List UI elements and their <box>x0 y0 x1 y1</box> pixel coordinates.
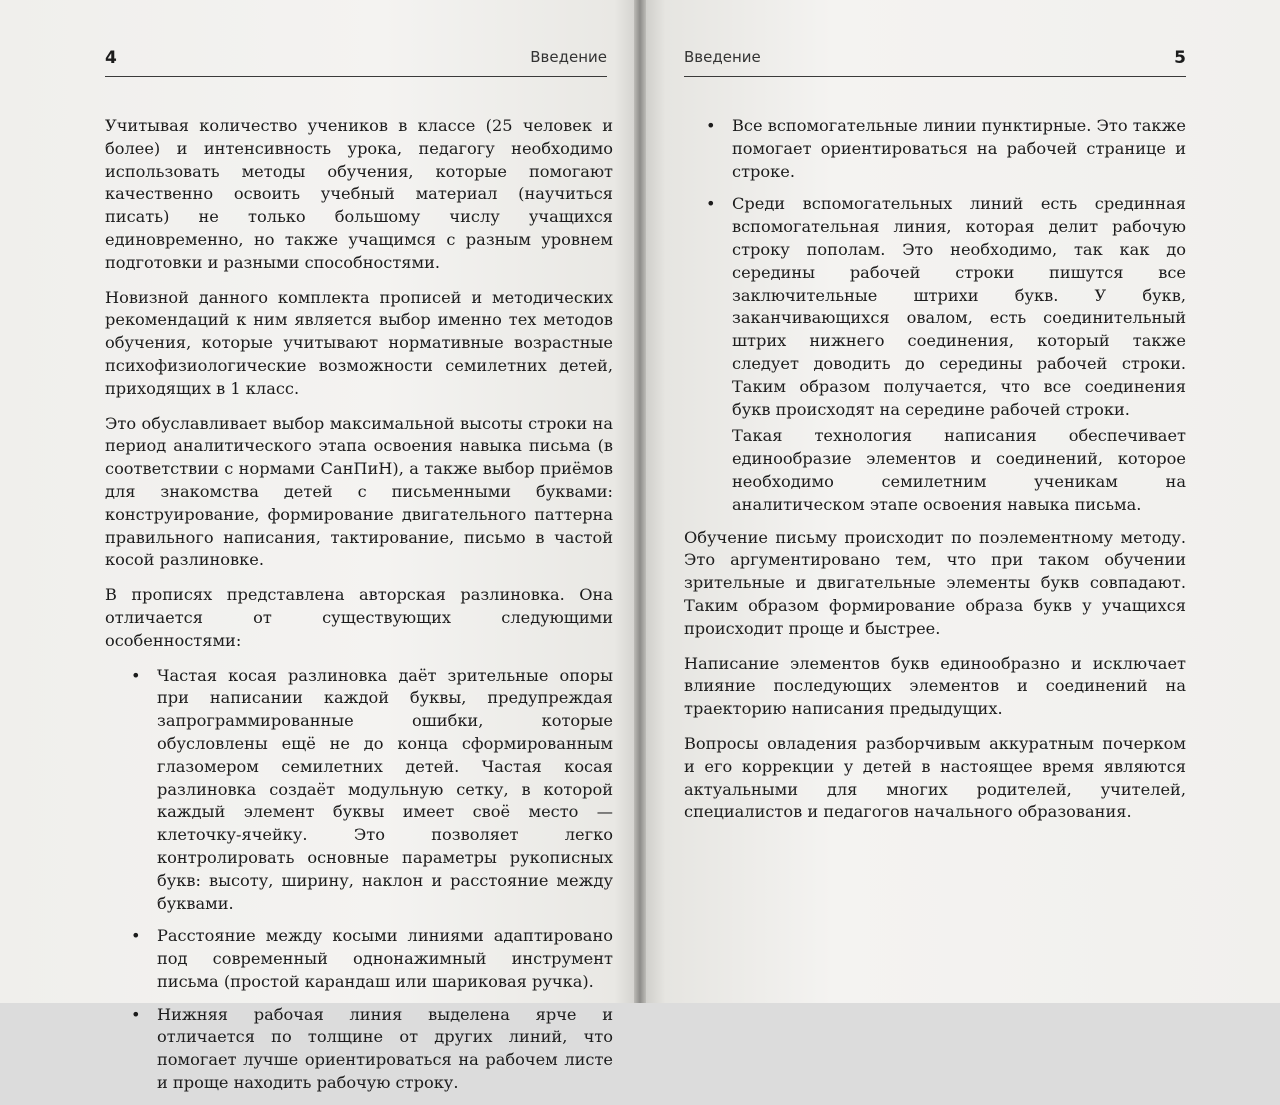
paragraph: Это обуславливает выбор максимальной высоты строки на период аналитического этапа освоения навыка письма (в соответствии с нормами СанПиН), а также выбор приёмов для знакомства детей с письменными буквами: конструирование, формирование двигательного паттерна правильного написания, тактирование, письмо в частой косой разлиновке. <box>105 413 613 570</box>
page-number: 4 <box>105 48 117 68</box>
list-item <box>105 1004 613 1095</box>
right-page <box>640 0 1280 1003</box>
bullet-icon: • <box>706 116 716 135</box>
list-item-text: Все вспомогательные линии пунктирные. Это также помогает ориентироваться на рабочей странице и строке. <box>732 116 1186 181</box>
running-head: Введение <box>530 48 607 66</box>
page-header <box>684 44 1186 77</box>
bullet-icon: • <box>706 194 716 214</box>
list-item-text: Нижняя рабочая линия выделена ярче и отличается по толщине от других линий, что помогает лучше ориентироваться на рабочем листе и проще находить рабочую строку. <box>157 1004 613 1093</box>
bullet-icon: • <box>131 926 141 946</box>
page-number: 5 <box>1174 48 1186 68</box>
bullet-list <box>105 665 613 1095</box>
list-item <box>105 665 613 916</box>
paragraph: Обучение письму происходит по поэлементному методу. Это аргументировано тем, что при таком обучении зрительные и двигательные элементы букв совпадают. Таким образом формирование образа букв у учащихся происходит проще и быстрее. <box>684 527 1186 638</box>
book-gutter <box>634 0 646 1003</box>
list-item-continuation: Такая технология написания обеспечивает единообразие элементов и соединений, которое необходимо семилетним ученикам на аналитическом этапе освоения навыка письма. <box>732 426 1186 514</box>
paragraph: В прописях представлена авторская разлиновка. Она отличается от существующих следующими особенностями: <box>105 585 613 650</box>
body-text <box>684 115 1186 836</box>
bullet-icon: • <box>131 1004 141 1024</box>
list-item <box>684 193 1186 516</box>
paragraph: Учитывая количество учеников в классе (25 человек и более) и интенсивность урока, педагогу необходимо использовать методы обучения, которые помогают качественно освоить учебный материал (научиться писать) не только большому числу учащихся единовременно, но также учащимся с разным уровнем подготовки и разными способностями. <box>105 116 613 272</box>
bullet-icon: • <box>131 665 141 685</box>
page-header <box>105 44 607 77</box>
left-page <box>0 0 640 1093</box>
list-item-text: Среди вспомогательных линий есть срединная вспомогательная линия, которая делит рабочую строку пополам. Это необходимо, так как до середины рабочей строки пишутся все заключительные штрихи букв. У букв, заканчивающихся овалом, есть соединительный штрих нижнего соединения, который также следует доводить до середины рабочей строки. Таким образом получается, что все соединения букв происходят на середине рабочей строки. <box>732 194 1186 419</box>
bullet-list <box>684 115 1186 517</box>
list-item <box>684 115 1186 183</box>
list-item-text: Частая косая разлиновка даёт зрительные опоры при написании каждой буквы, предупреждая запрограммированные ошибки, которые обусловлены ещё не до конца сформированным глазомером семилетних детей. Частая косая разлиновка создаёт модульную сетку, в которой каждый элемент буквы имеет своё место — клеточку-ячейку. Это позволяет легко контролировать основные параметры рукописных букв: высоту, ширину, наклон и расстояние между буквами. <box>157 665 613 913</box>
paragraph: Написание элементов букв единообразно и исключает влияние последующих элементов и соединений на траекторию написания предыдущих. <box>684 653 1186 719</box>
paragraph: Вопросы овладения разборчивым аккуратным почерком и его коррекции у детей в настоящее время являются актуальными для многих родителей, учителей, специалистов и педагогов начального образования. <box>684 733 1186 822</box>
list-item <box>105 925 613 993</box>
paragraph: Новизной данного комплекта прописей и методических рекомендаций к ним является выбор именно тех методов обучения, которые учитывают нормативные возрастные психофизиологические возможности семилетних детей, приходящих в 1 класс. <box>105 287 613 398</box>
body-text <box>105 115 613 1105</box>
list-item-text: Расстояние между косыми линиями адаптировано под современный однонажимный инструмент письма (простой карандаш или шариковая ручка). <box>157 926 613 991</box>
running-head: Введение <box>684 48 761 66</box>
